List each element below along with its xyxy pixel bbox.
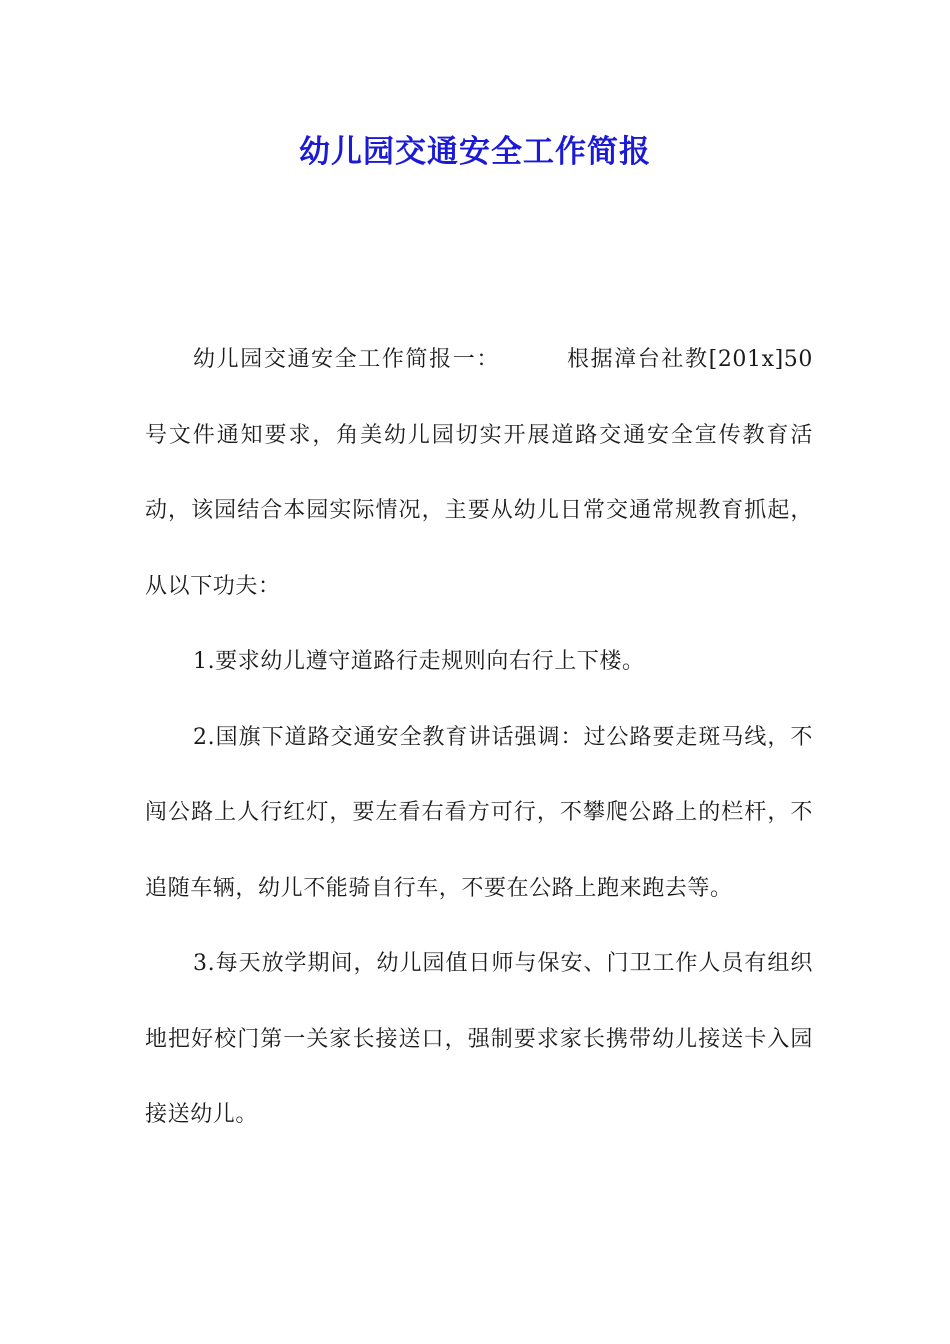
document-body bbox=[145, 322, 813, 1153]
paragraph-intro bbox=[145, 322, 813, 624]
document-title: 幼儿园交通安全工作简报 bbox=[299, 134, 651, 170]
paragraph-item-1: 1.要求幼儿遵守道路行走规则向右行上下楼。 bbox=[193, 649, 645, 674]
paragraph-lead: 幼儿园交通安全工作简报一： bbox=[193, 347, 500, 372]
paragraph-text: 根据漳台社教[201x]50号文件通知要求，角美幼儿园切实开展道路交通安全宣传教育活动，该园结合本园实际情况，主要从幼儿日常交通常规教育抓起，从以下功夫： bbox=[145, 347, 813, 599]
paragraph-item-2: 2.国旗下道路交通安全教育讲话强调：过公路要走斑马线，不闯公路上人行红灯，要左看右看方可行，不攀爬公路上的栏杆，不追随车辆，幼儿不能骑自行车，不要在公路上跑来跑去等。 bbox=[145, 724, 813, 901]
paragraph-item-3: 3.每天放学期间，幼儿园值日师与保安、门卫工作人员有组织地把好校门第一关家长接送口，强制要求家长携带幼儿接送卡入园接送幼儿。 bbox=[145, 951, 813, 1127]
